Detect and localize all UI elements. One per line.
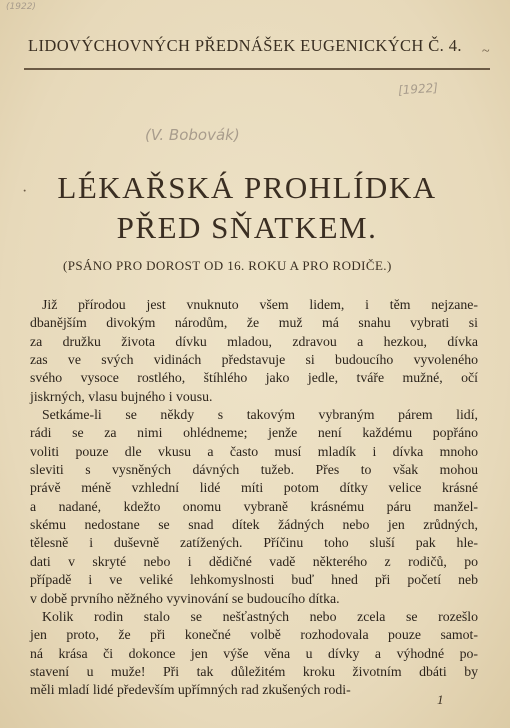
header-rule [24, 68, 490, 70]
body-line: Kolik rodin stalo se nešťastných nebo zcela se rozešlo [42, 608, 478, 624]
body-line: voliti pouze dle vkusu a často musí mladík i dívka mnoho [30, 443, 478, 459]
body-line: sleviti s vysněných dávných tužeb. Přes to však mohou [30, 462, 478, 478]
body-line: za družku života dívku mladou, zdravou a hezkou, dívka [30, 333, 478, 349]
pencil-note-author: (V. Bobovák) [145, 126, 240, 144]
body-line: jiskrných, vlasu bujného i vousu. [30, 388, 213, 404]
body-line: stavení u muže! Při tak důležitém kroku životním dbáti by [30, 663, 478, 679]
page-subtitle: (PSÁNO PRO DOROST OD 16. ROKU A PRO RODIČE.) [63, 258, 392, 273]
pencil-note-year: [1922] [397, 80, 439, 98]
body-line: Již přírodou jest vnuknuto všem lidem, i těm nejzane- [42, 297, 478, 312]
body-line: Setkáme-li se někdy s takovým vybraným párem lidí, [42, 407, 478, 423]
body-line: tělesně i duševně zatížených. Příčinu toho sluší pak hle- [30, 535, 478, 551]
body-line: dati v skryté nebo i dědičné vadě některého z rodičů, po [30, 553, 478, 569]
body-line: dbanějším divokým národům, že muž má snahu vybrati si [30, 315, 478, 331]
margin-dot: · [22, 183, 28, 200]
pencil-note-top-left: (1922) [6, 2, 36, 12]
body-line: zas ve svých vidinách představuje si budoucího vyvoleného [30, 352, 478, 368]
page-title-line-1: LÉKAŘSKÁ PROHLÍDKA [57, 170, 437, 205]
series-header: LIDOVÝCHOVNÝCH PŘEDNÁŠEK EUGENICKÝCH Č. 4. [28, 36, 462, 55]
body-text [30, 296, 478, 700]
body-line: svého vysoce rostlého, štíhlého jako jedle, tváře mužné, očí [30, 370, 478, 386]
body-line: právě méně vzhlední lidé míti potom dítky velice krásné [30, 480, 478, 496]
body-line: v době prvního něžného vyvinování se budoucího dítka. [30, 590, 340, 606]
body-line: skému nedostane se snad dítek žádných nebo jen zrůdných, [30, 517, 478, 533]
page-number: 1 [437, 692, 444, 707]
body-line: a nadané, kdežto onomu vybraně krásnému páru manžel- [30, 498, 478, 514]
page-title-line-2: PŘED SŇATKEM. [116, 210, 378, 245]
body-line: ná krása či dokonce jen výše věna u dívky a výhodné po- [30, 645, 478, 661]
pencil-mark: ~ [482, 44, 490, 59]
body-line: měli mladí lidé především upřímných rad zkušených rodi- [30, 682, 351, 698]
body-line: rádi se za nimi ohlédneme; jenže není každému popřáno [30, 425, 478, 441]
body-line: případě i ve veliké lehkomyslnosti buď hned při početí neb [30, 572, 478, 588]
body-line: jen proto, že při konečné volbě rozhodovala pouze samot- [30, 627, 478, 643]
